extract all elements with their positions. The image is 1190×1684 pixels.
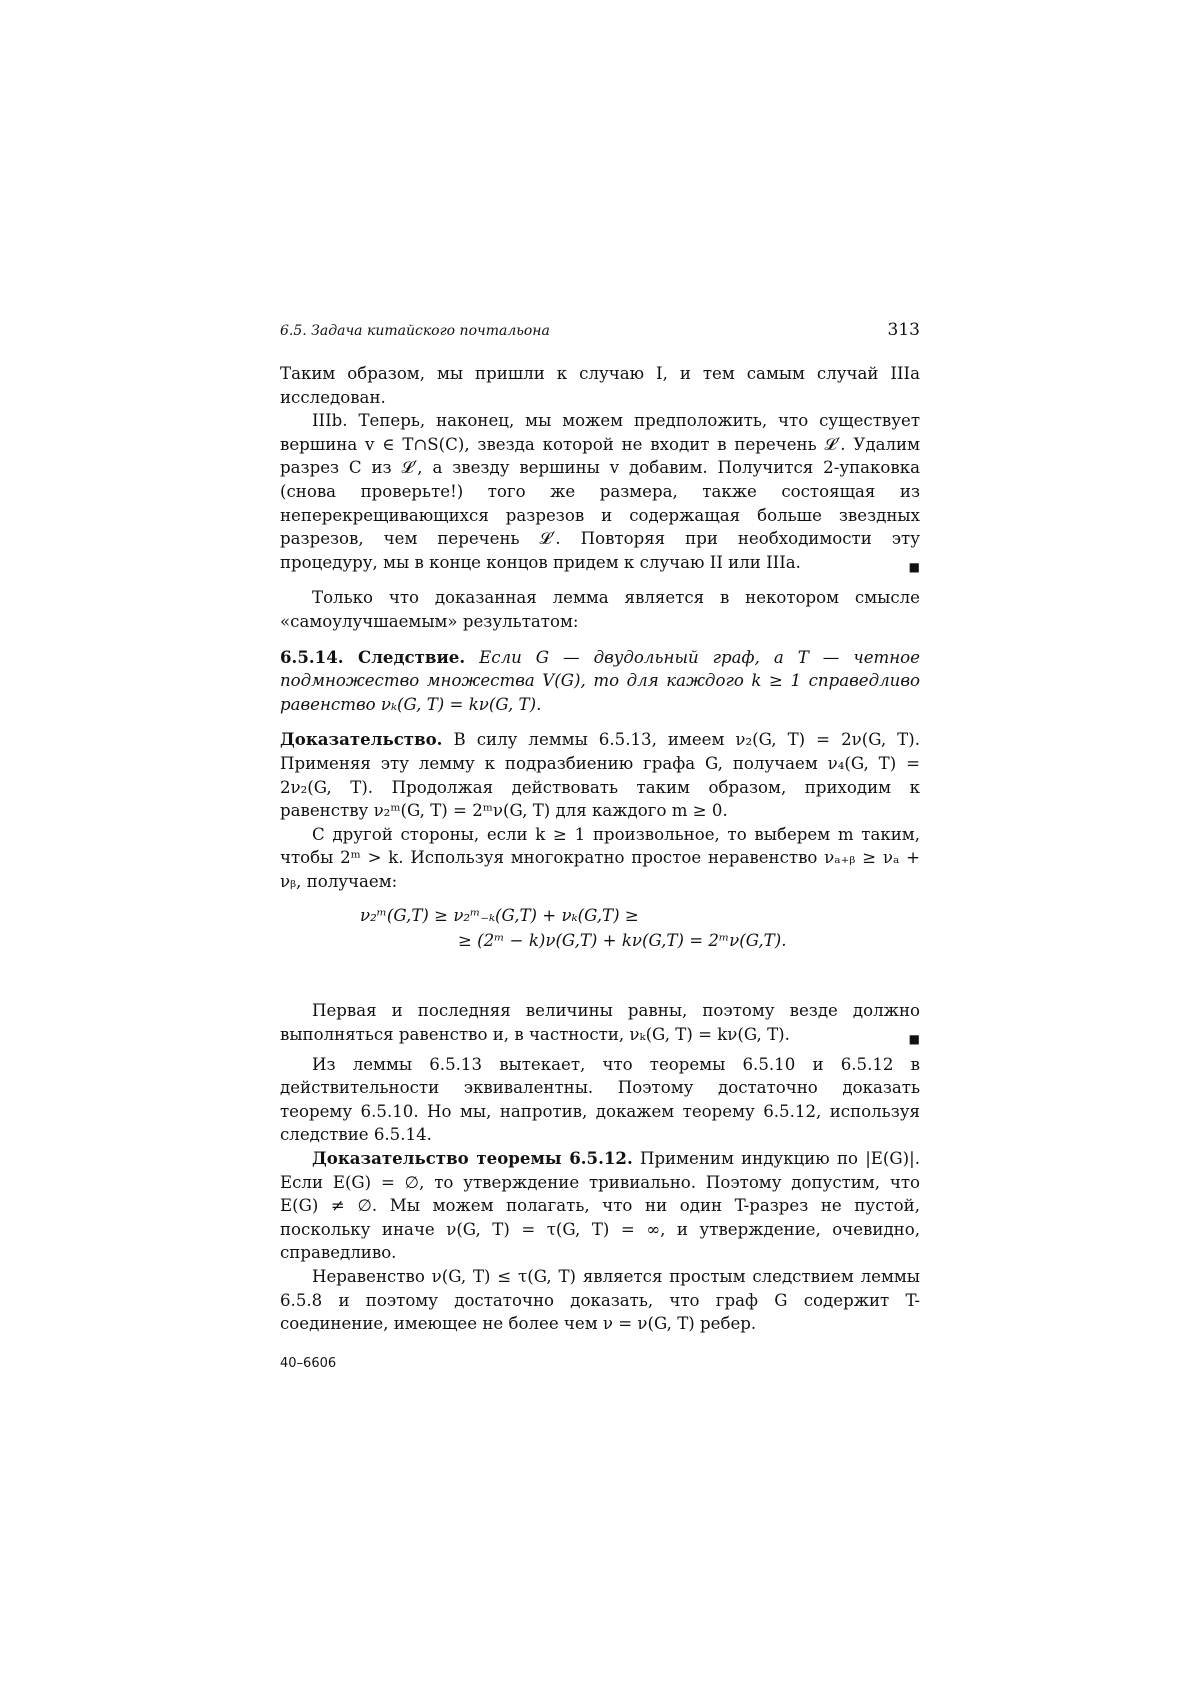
proof-label: Доказательство. [280,729,443,750]
proof-text: В силу леммы 6.5.13, имеем ν₂(G, T) = 2ν(G, T). Применяя эту лемму к подразбиению графа G, получаем ν₄(G, T) = 2ν₂(G, T). Продолжая действовать таким образом, приходим к равенству ν₂ᵐ(G, T) = 2ᵐν(G, T) для каждого m ≥ 0. [280,730,920,821]
running-head [280,320,920,340]
paragraph-equivalence: Из леммы 6.5.13 вытекает, что теоремы 6.5.10 и 6.5.12 в действительности эквивалентны. Поэтому достаточно доказать теорему 6.5.10. Но мы, напротив, докажем теорему 6.5.12, используя следствие 6.5.14. [280,1054,920,1145]
proof-corollary [280,728,920,822]
theorem-proof [280,1147,920,1265]
paragraph-equality [280,999,920,1046]
page-number: 313 [887,320,920,340]
paragraph-case-iiib [280,409,920,574]
paragraph-inequality: Неравенство ν(G, T) ≤ τ(G, T) является простым следствием леммы 6.5.8 и поэтому достаточно доказать, что граф G содержит T-соединение, имеющее не более чем ν = ν(G, T) ребер. [280,1267,920,1334]
theorem-proof-label: Доказательство теоремы 6.5.12. [312,1148,633,1169]
qed-mark: ■ [908,559,920,574]
corollary-6-5-14 [280,646,920,717]
paragraph-equality-text: Первая и последняя величины равны, поэтому везде должно выполняться равенство и, в частности, νₖ(G, T) = kν(G, T). [280,1001,920,1045]
corollary-text: Если G — двудольный граф, а T — четное подмножество множества V(G), то для каждого k ≥ 1 справедливо равенство νₖ(G, T) = kν(G, T). [280,647,920,714]
paragraph-other-side: С другой стороны, если k ≥ 1 произвольное, то выберем m таким, чтобы 2ᵐ > k. Используя многократно простое неравенство νₐ₊ᵦ ≥ νₐ + νᵦ, получаем: [280,824,920,891]
corollary-label: 6.5.14. Следствие. [280,646,466,667]
printer-signature: 40–6606 [280,1355,337,1371]
paragraph-case-iiia-done: Таким образом, мы пришли к случаю I, и тем самым случай IIIa исследован. [280,364,920,407]
paragraph-self-improving: Только что доказанная лемма является в некотором смысле «самоулучшаемым» результатом: [280,588,920,631]
formula-line-1: ν₂ᵐ(G,T) ≥ ν₂ᵐ₋ₖ(G,T) + νₖ(G,T) ≥ [360,906,639,926]
paragraph-case-iiib-text: IIIb. Теперь, наконец, мы можем предположить, что существует вершина v ∈ T∩S(C), звезда которой не входит в перечень 𝓛′. Удалим разрез C из 𝓛′, а звезду вершины v добавим. Получится 2-упаковка (снова проверьте!) того же размера, также состоящая из неперекрещивающихся разрезов и содержащая больше звездных разрезов, чем перечень 𝓛′. Повторяя при необходимости эту процедуру, мы в конце концов придем к случаю II или IIIa. [280,411,920,572]
formula-line-2: ≥ (2ᵐ − k)ν(G,T) + kν(G,T) = 2ᵐν(G,T). [458,931,787,951]
qed-mark-2: ■ [908,1032,920,1047]
page [280,320,920,1371]
display-formula [280,903,920,953]
theorem-proof-text: Применим индукцию по |E(G)|. Если E(G) = ∅, то утверждение тривиально. Поэтому допустим, что E(G) ≠ ∅. Мы можем полагать, что ни один T-разрез не пустой, поскольку иначе ν(G, T) = τ(G, T) = ∞, и утверждение, очевидно, справедливо. [280,1149,920,1263]
running-title: 6.5. Задача китайского почтальона [280,323,550,339]
